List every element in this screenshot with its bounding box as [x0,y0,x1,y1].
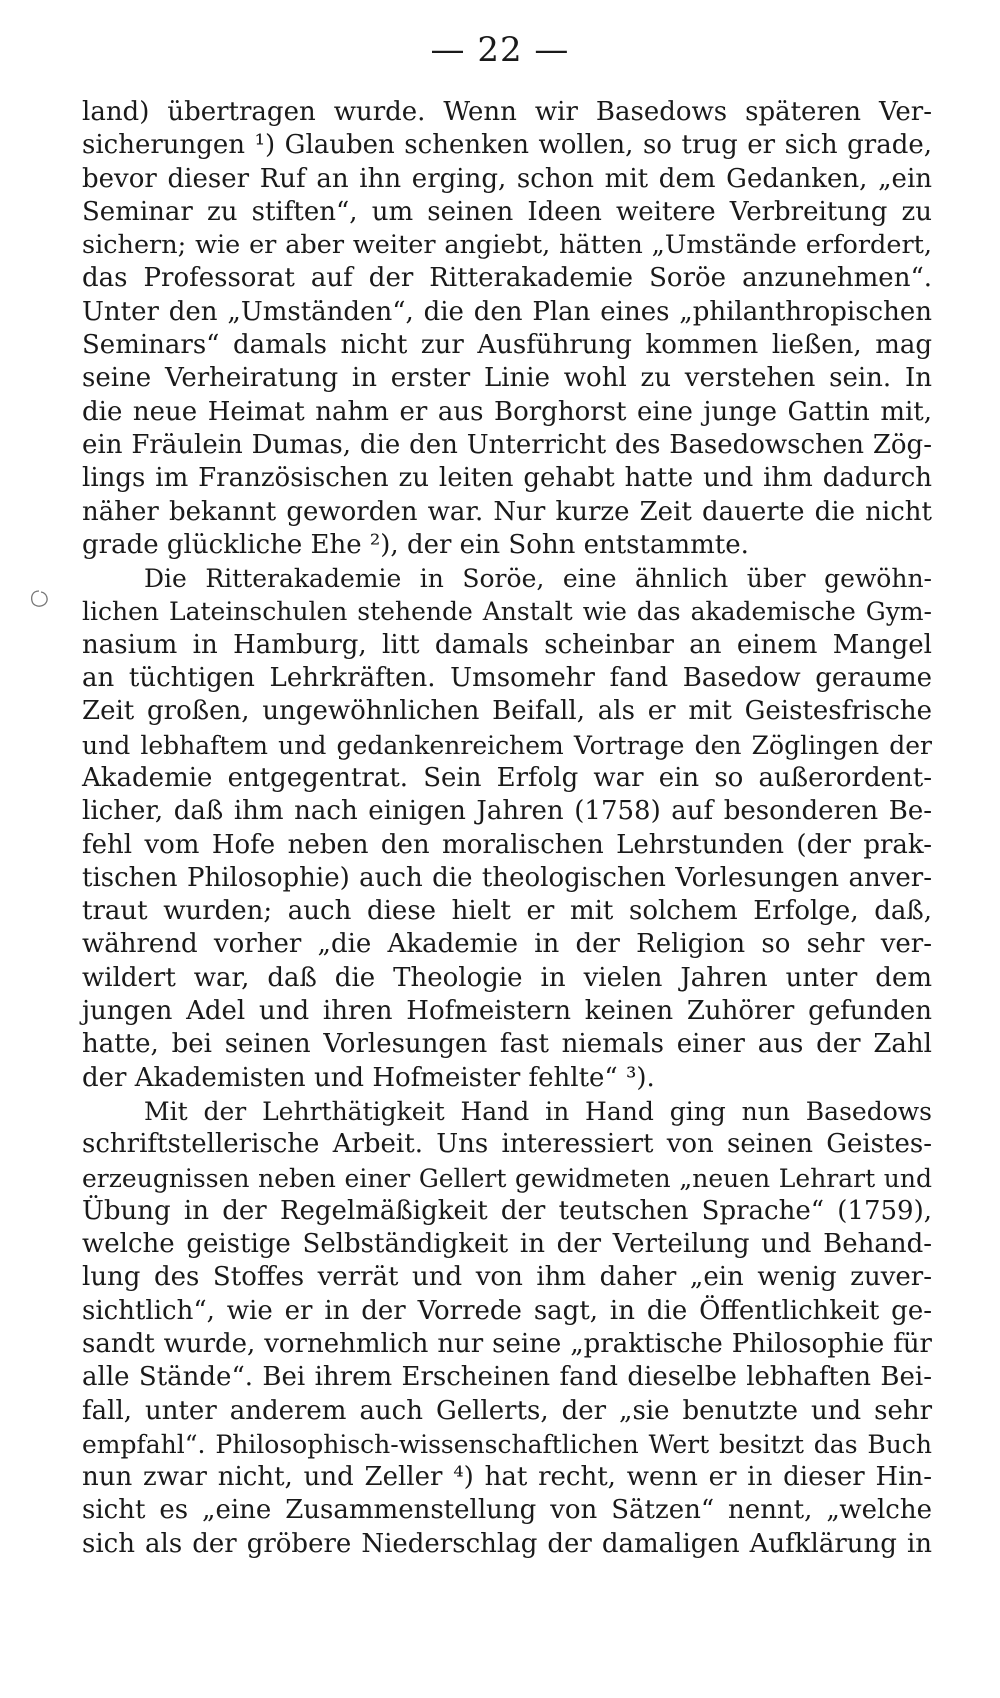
text-line: die neue Heimat nahm er aus Borghorst eine junge Gattin mit, [82,396,932,427]
text-line: sichern; wie er aber weiter angiebt, hätten „Umstände erfordert, [82,230,932,261]
text-line: während vorher „die Akademie in der Religion so sehr ver- [82,929,932,960]
text-line: Unter den „Umständen“, die den Plan eines „philanthropischen [82,296,932,327]
text-line: seine Verheiratung in erster Linie wohl zu verstehen sein. In [82,363,932,394]
text-line: Übung in der Regelmäßigkeit der teutschen Sprache“ (1759), [82,1195,932,1226]
margin-pencil-mark [28,588,50,610]
text-line: wildert war, daß die Theologie in vielen Jahren unter dem [82,962,932,993]
page-number: — 22 — [430,30,570,70]
body-text [82,96,932,1561]
text-line: an tüchtigen Lehrkräften. Umsomehr fand Basedow geraume [82,663,932,694]
text-line: schriftstellerische Arbeit. Uns interessiert von seinen Geistes- [82,1129,932,1160]
text-line: lichen Lateinschulen stehende Anstalt wie das akademische Gym- [82,597,932,627]
text-line: land) übertragen wurde. Wenn wir Basedows späteren Ver- [82,97,932,127]
text-line: lings im Französischen zu leiten gehabt hatte und ihm dadurch [82,463,932,494]
text-line: lung des Stoffes verrät und von ihm daher „ein wenig zuver- [82,1262,932,1293]
text-line: ein Fräulein Dumas, die den Unterricht des Basedowschen Zög- [82,429,932,460]
text-line: Die Ritterakademie in Soröe, eine ähnlich über gewöhn- [144,564,932,594]
text-line: nasium in Hamburg, litt damals scheinbar an einem Mangel [82,629,932,660]
text-line: sichtlich“, wie er in der Vorrede sagt, in die Öffentlichkeit ge- [82,1295,932,1326]
text-line: das Professorat auf der Ritterakademie Soröe anzunehmen“. [82,263,932,294]
text-line: grade glückliche Ehe ²), der ein Sohn entstammte. [82,529,749,560]
text-line: näher bekannt geworden war. Nur kurze Zeit dauerte die nicht [82,496,932,527]
text-line: empfahl“. Philosophisch-wissenschaftlichen Wert besitzt das Buch [82,1429,932,1459]
text-line: sicht es „eine Zusammenstellung von Sätzen“ nennt, „welche [82,1495,932,1526]
text-line: der Akademisten und Hofmeister fehlte“ ³). [82,1062,655,1093]
text-line: bevor dieser Ruf an ihn erging, schon mit dem Gedanken, „ein [82,163,932,194]
text-line: hatte, bei seinen Vorlesungen fast niemals einer aus der Zahl [82,1029,932,1060]
text-line: licher, daß ihm nach einigen Jahren (1758) auf besonderen Be- [82,796,932,827]
text-line: fehl vom Hofe neben den moralischen Lehrstunden (der prak- [82,829,932,860]
text-line: Seminar zu stiften“, um seinen Ideen weitere Verbreitung zu [82,196,932,227]
text-line: welche geistige Selbständigkeit in der Verteilung und Behand- [82,1229,932,1260]
text-line: sich als der gröbere Niederschlag der damaligen Aufklärung in [82,1528,932,1559]
text-line: nun zwar nicht, und Zeller ⁴) hat recht, wenn er in dieser Hin- [82,1462,932,1493]
text-line: Akademie entgegentrat. Sein Erfolg war ein so außerordent- [82,762,932,793]
text-line: und lebhaftem und gedankenreichem Vortrage den Zöglingen der [82,730,932,760]
text-line: sandt wurde, vornehmlich nur seine „praktische Philosophie für [82,1328,932,1359]
text-line: sicherungen ¹) Glauben schenken wollen, so trug er sich grade, [82,130,932,161]
text-line: tischen Philosophie) auch die theologischen Vorlesungen anver- [82,862,932,893]
text-line: traut wurden; auch diese hielt er mit solchem Erfolge, daß, [82,896,932,927]
text-line: Seminars“ damals nicht zur Ausführung kommen ließen, mag [82,330,932,361]
text-line: Zeit großen, ungewöhnlichen Beifall, als er mit Geistesfrische [82,696,932,727]
text-line: jungen Adel und ihren Hofmeistern keinen Zuhörer gefunden [82,996,932,1027]
text-line: alle Stände“. Bei ihrem Erscheinen fand dieselbe lebhaften Bei- [82,1362,932,1393]
text-line: Mit der Lehrthätigkeit Hand in Hand ging nun Basedows [144,1096,932,1126]
text-line: erzeugnissen neben einer Gellert gewidmeten „neuen Lehrart und [82,1163,932,1193]
text-line: fall, unter anderem auch Gellerts, der „sie benutzte und sehr [82,1395,932,1426]
